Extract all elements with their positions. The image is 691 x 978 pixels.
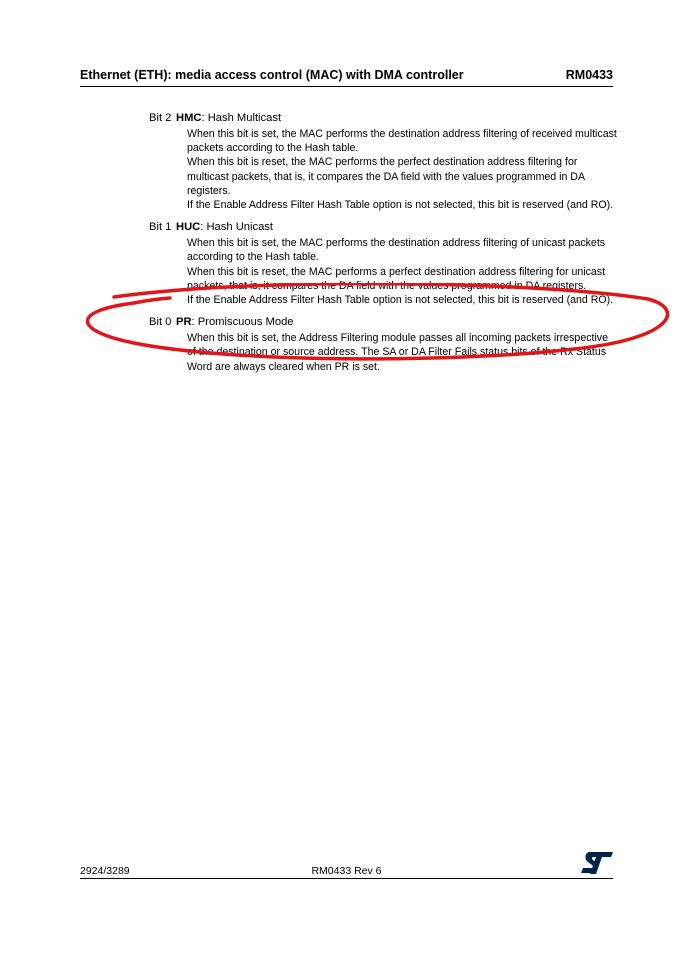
description-line: When this bit is reset, the MAC performs a perfect destination address filtering for unicast packets, that is, it compares the DA field with the values programmed in DA registers. (187, 265, 606, 292)
bit-2-description (0, 112, 691, 212)
document-id: RM0433 (565, 68, 613, 82)
bit-label: Bit 1 (149, 221, 172, 234)
description-line: When this bit is reset, the MAC performs the perfect destination address filtering for multicast packets, that is, it compares the DA field with the values programmed in DA registers. (187, 156, 585, 197)
field-mnemonic: PR (176, 316, 192, 329)
bit-descriptions (0, 112, 691, 383)
description-line: If the Enable Address Filter Hash Table option is not selected, this bit is reserved (and RO). (187, 294, 614, 307)
bit-label: Bit 2 (149, 112, 172, 124)
bit-field-name (176, 316, 294, 328)
bit-body (187, 127, 617, 212)
revision-label: RM0433 Rev 6 (311, 865, 382, 877)
bit-label: Bit 0 (149, 316, 172, 329)
field-title: : Promiscuous Mode (191, 316, 294, 329)
chapter-title: Ethernet (ETH): media access control (MAC) with DMA controller (80, 68, 464, 82)
bit-field-name (176, 221, 273, 233)
field-mnemonic: HUC (176, 221, 201, 234)
page-header (80, 64, 613, 87)
field-title: : Hash Multicast (201, 112, 282, 124)
bit-field-name (176, 112, 281, 124)
field-title: : Hash Unicast (200, 221, 273, 234)
st-logo-icon (581, 852, 613, 874)
description-line: If the Enable Address Filter Hash Table option is not selected, this bit is reserved (and RO). (187, 199, 614, 212)
description-line: When this bit is set, the Address Filtering module passes all incoming packets irrespective of the destination or source address. The SA or DA Filter Fails status bits of the Rx Status Word are always cleared when PR is set. (187, 332, 608, 373)
field-mnemonic: HMC (176, 112, 202, 124)
description-line: When this bit is set, the MAC performs the destination address filtering of unicast packets according to the Hash table. (187, 237, 606, 264)
bit-body (187, 236, 617, 307)
bit-body (187, 331, 617, 374)
description-line: When this bit is set, the MAC performs the destination address filtering of received multicast packets according to the Hash table. (187, 128, 617, 155)
page-footer (80, 863, 613, 879)
page-number: 2924/3289 (80, 865, 130, 877)
st-logo-shape (581, 852, 613, 874)
bit-1-description (0, 221, 691, 307)
bit-0-description (0, 316, 691, 374)
